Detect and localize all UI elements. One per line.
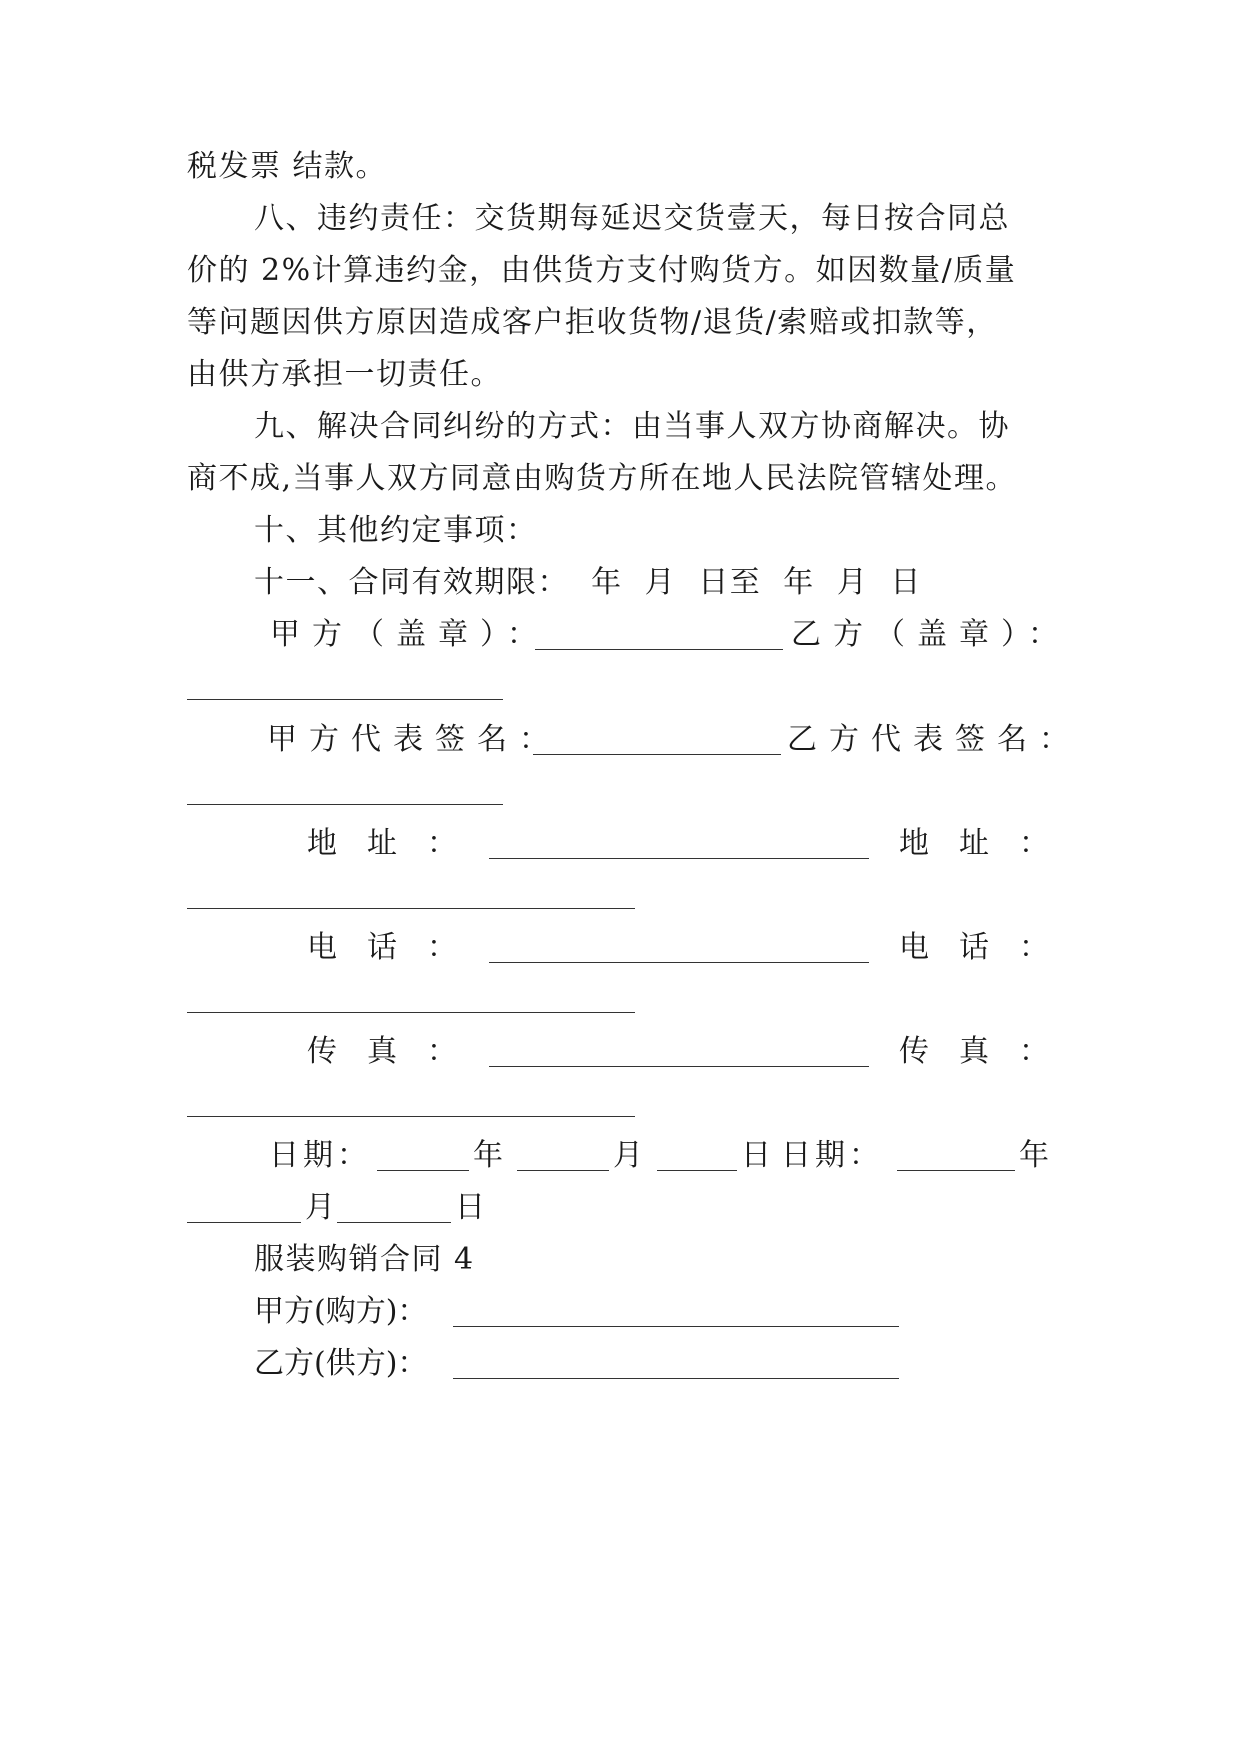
party-a-blank[interactable] bbox=[453, 1326, 899, 1327]
date-b-year-unit: 年 bbox=[1019, 1138, 1049, 1173]
date-a-year-blank[interactable] bbox=[377, 1170, 469, 1171]
party-a-label: 甲方(购方)： bbox=[254, 1294, 428, 1329]
clause-8-line-2: 价的 2%计算违约金，由供货方支付购货方。如因数量/质量 bbox=[187, 253, 1017, 288]
rep-label-a: 甲方代表签名： bbox=[267, 722, 561, 757]
seal-blank-a[interactable] bbox=[535, 649, 783, 650]
fax-blank-a[interactable] bbox=[489, 1066, 869, 1067]
seal-label-b: 乙方（盖章）： bbox=[791, 617, 1070, 652]
fax-blank-b[interactable] bbox=[187, 1114, 635, 1117]
address-blank-a[interactable] bbox=[489, 858, 869, 859]
clause-9-line-1: 九、解决合同纠纷的方式：由当事人双方协商解决。协 bbox=[254, 409, 1010, 444]
phone-label-a: 电话： bbox=[307, 930, 487, 965]
date-b-month-unit: 月 bbox=[305, 1190, 335, 1225]
date-b-year-blank[interactable] bbox=[897, 1170, 1015, 1171]
date-a-month-unit: 月 bbox=[613, 1138, 643, 1173]
date-b-day-blank[interactable] bbox=[337, 1222, 451, 1223]
clause-9-line-2: 商不成,当事人双方同意由购货方所在地人民法院管辖处理。 bbox=[187, 461, 1018, 496]
clause-8-line-3: 等问题因供方原因造成客户拒收货物/退货/索赔或扣款等， bbox=[187, 305, 998, 340]
clause-8-line-1: 八、违约责任：交货期每延迟交货壹天，每日按合同总 bbox=[254, 201, 1010, 236]
clause-11-validity: 十一、合同有效期限： 年 月 日至 年 月 日 bbox=[254, 565, 922, 600]
phone-blank-b[interactable] bbox=[187, 1010, 635, 1013]
address-label-b: 地址： bbox=[899, 826, 1079, 861]
date-a-month-blank[interactable] bbox=[517, 1170, 609, 1171]
clause-10: 十、其他约定事项： bbox=[254, 513, 538, 548]
date-label-b: 日期： bbox=[781, 1138, 883, 1173]
fax-label-a: 传真： bbox=[307, 1034, 487, 1069]
party-b-blank[interactable] bbox=[453, 1378, 899, 1379]
address-blank-b[interactable] bbox=[187, 906, 635, 909]
seal-blank-b[interactable] bbox=[187, 697, 503, 700]
phone-blank-a[interactable] bbox=[489, 962, 869, 963]
rep-blank-b[interactable] bbox=[187, 802, 503, 805]
address-label-a: 地址： bbox=[307, 826, 487, 861]
phone-label-b: 电话： bbox=[899, 930, 1079, 965]
date-b-month-blank[interactable] bbox=[187, 1222, 301, 1223]
date-label-a: 日期： bbox=[269, 1138, 371, 1173]
fax-label-b: 传真： bbox=[899, 1034, 1079, 1069]
party-b-label: 乙方(供方)： bbox=[254, 1346, 428, 1381]
party-b-row bbox=[187, 1344, 1047, 1504]
date-b-day-unit: 日 bbox=[455, 1190, 485, 1225]
date-a-year-unit: 年 bbox=[473, 1138, 503, 1173]
rep-label-b: 乙方代表签名： bbox=[787, 722, 1081, 757]
next-contract-title: 服装购销合同 4 bbox=[254, 1242, 475, 1277]
seal-label-a: 甲方（盖章）： bbox=[270, 617, 549, 652]
rep-blank-a[interactable] bbox=[533, 754, 781, 755]
date-a-day-unit: 日 bbox=[741, 1138, 771, 1173]
date-a-day-blank[interactable] bbox=[657, 1170, 737, 1171]
clause-8-line-4: 由供方承担一切责任。 bbox=[187, 357, 502, 392]
paragraph-tax-invoice: 税发票 结款。 bbox=[187, 149, 388, 184]
